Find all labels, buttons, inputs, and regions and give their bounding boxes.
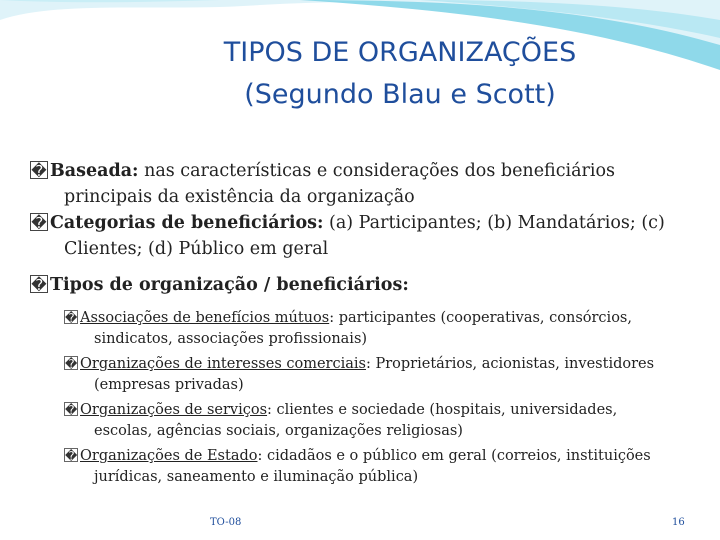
subpoint-associacoes bbox=[64, 308, 680, 350]
page-number: 16 bbox=[672, 517, 685, 528]
subpoint-servicos bbox=[64, 400, 680, 442]
point-categorias bbox=[30, 210, 680, 262]
bullet-icon: � bbox=[31, 214, 47, 232]
subpoint-label: Organizações de serviços bbox=[80, 402, 268, 418]
bullet-icon: � bbox=[65, 403, 78, 417]
subpoint-label: Associações de benefícios mútuos bbox=[80, 310, 330, 326]
title-line-1: TIPOS DE ORGANIZAÇÕES bbox=[223, 37, 577, 68]
point-text: nas características e considerações dos beneficiários principais da existência da organização bbox=[64, 161, 616, 207]
point-baseada bbox=[30, 158, 680, 210]
bullet-icon: � bbox=[65, 311, 78, 325]
subpoint-text: : Proprietários, acionistas, investidores (empresas privadas) bbox=[94, 356, 655, 393]
subpoint-text: : cidadãos e o público em geral (correios, instituições jurídicas, saneamento e iluminação pública) bbox=[94, 448, 651, 485]
subpoint-comerciais bbox=[64, 354, 680, 396]
point-label: Tipos de organização / beneficiários: bbox=[50, 275, 409, 295]
subpoint-estado bbox=[64, 446, 680, 488]
point-text: (a) Participantes; (b) Mandatários; (c) Clientes; (d) Público em geral bbox=[64, 213, 665, 259]
subpoint-text: : participantes (cooperativas, consórcios, sindicatos, associações profissionais) bbox=[94, 310, 632, 347]
slide-title bbox=[150, 32, 650, 116]
subpoint-label: Organizações de Estado bbox=[80, 448, 258, 464]
point-label: Categorias de beneficiários: bbox=[50, 213, 324, 233]
point-tipos bbox=[30, 272, 680, 298]
subpoint-text: : clientes e sociedade (hospitais, universidades, escolas, agências sociais, organizações religiosas) bbox=[94, 402, 618, 439]
bullet-icon: � bbox=[65, 449, 78, 463]
bullet-icon: � bbox=[65, 357, 78, 371]
bullet-icon: � bbox=[31, 276, 47, 294]
slide-body bbox=[30, 158, 680, 492]
subpoint-label: Organizações de interesses comerciais bbox=[80, 356, 366, 372]
point-label: Baseada: bbox=[50, 161, 139, 181]
footer-code: TO-08 bbox=[210, 517, 242, 528]
title-line-2: (Segundo Blau e Scott) bbox=[244, 79, 556, 110]
bullet-icon: � bbox=[31, 162, 47, 180]
